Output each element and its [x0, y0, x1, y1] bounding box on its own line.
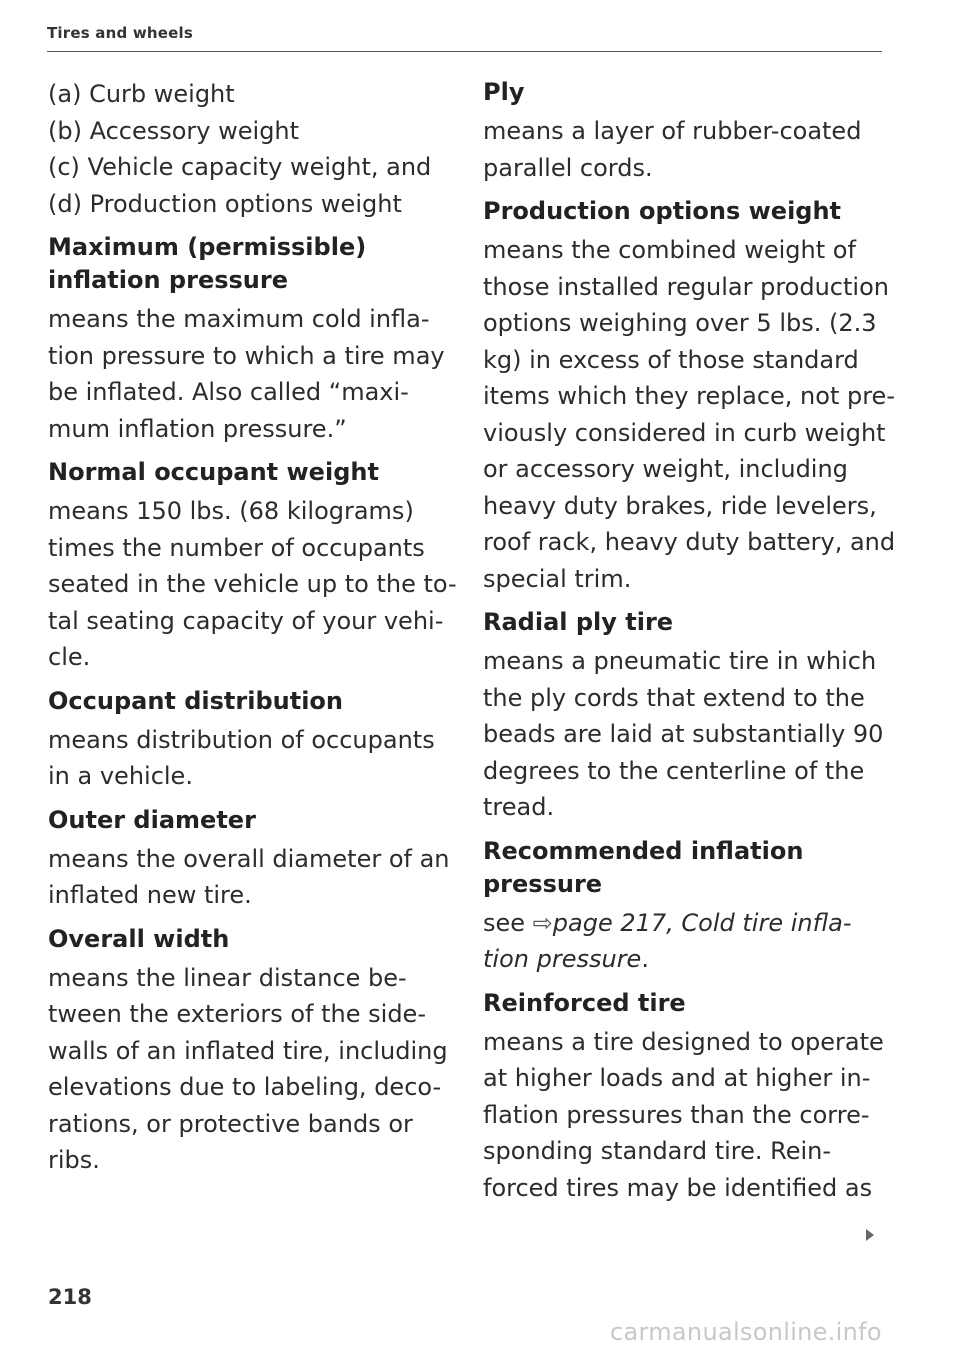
- entry-body: [483, 232, 896, 597]
- right-column: [483, 76, 896, 1212]
- body-line: at higher loads and at higher in-: [483, 1064, 871, 1092]
- entry-heading: Overall width: [48, 924, 230, 953]
- entry-heading: Radial ply tire: [483, 608, 674, 636]
- body-line: rations, or protective bands or: [48, 1109, 413, 1138]
- body-line: elevations due to labeling, deco-: [48, 1073, 442, 1101]
- body-line: the ply cords that extend to the: [483, 683, 865, 712]
- xref-suffix: .: [641, 945, 649, 973]
- body-line: those installed regular production: [483, 272, 889, 301]
- entry-body: [483, 1024, 893, 1207]
- entry-normal-occupant-weight: [48, 456, 457, 676]
- body-line: degrees to the centerline of the: [483, 756, 865, 785]
- entry-radial-ply-tire: [483, 606, 893, 826]
- page-number: 218: [48, 1285, 92, 1309]
- entry-heading: Reinforced tire: [483, 988, 686, 1017]
- body-line: times the number of occupants: [48, 533, 425, 562]
- entry-ply: [483, 76, 893, 186]
- entry-production-options-weight: [483, 195, 896, 597]
- body-line: forced tires may be identified as: [483, 1173, 873, 1202]
- entry-heading: Outer diameter: [48, 805, 256, 834]
- body-line: sponding standard tire. Rein-: [483, 1137, 832, 1165]
- list-item: (d) Production options weight: [48, 189, 402, 218]
- body-line: cle.: [48, 643, 91, 671]
- body-line: ribs.: [48, 1146, 100, 1174]
- entry-recommended-inflation-pressure: [483, 835, 893, 978]
- entry-maximum-inflation-pressure: [48, 231, 443, 447]
- left-column: [48, 76, 457, 1185]
- arrow-right-icon: ⇨: [532, 908, 553, 937]
- heading-line: inflation pressure: [48, 266, 288, 294]
- entry-body: [483, 113, 893, 186]
- entry-reinforced-tire: [483, 987, 893, 1207]
- triangle-right-icon: [866, 1229, 874, 1241]
- body-line: means a tire designed to operate: [483, 1027, 884, 1056]
- cross-reference-link[interactable]: tion pressure: [483, 945, 642, 973]
- heading-line: Maximum (permissible): [48, 233, 367, 261]
- entry-heading: [48, 231, 443, 297]
- body-line: or accessory weight, including: [483, 455, 848, 483]
- body-line: inflated new tire.: [48, 881, 252, 909]
- body-line: means the overall diameter of an: [48, 844, 450, 873]
- xref-line: [483, 905, 893, 942]
- body-line: roof rack, heavy duty battery, and: [483, 528, 896, 556]
- entry-body: [483, 905, 893, 978]
- body-line: viously considered in curb weight: [483, 418, 886, 447]
- list-item: (b) Accessory weight: [48, 116, 300, 145]
- body-line: tread.: [483, 793, 555, 821]
- body-line: in a vehicle.: [48, 762, 193, 790]
- heading-line: Recommended inflation: [483, 836, 804, 865]
- body-line: kg) in excess of those standard: [483, 345, 859, 374]
- body-line: be inflated. Also called “maxi-: [48, 378, 409, 406]
- body-line: beads are laid at substantially 90: [483, 720, 884, 748]
- entry-occupant-distribution: [48, 685, 443, 795]
- body-line: means a pneumatic tire in which: [483, 647, 877, 675]
- body-line: seated in the vehicle up to the to-: [48, 570, 457, 598]
- entry-heading: Ply: [483, 78, 525, 106]
- body-line: items which they replace, not pre-: [483, 382, 895, 410]
- entry-outer-diameter: [48, 804, 450, 914]
- list-item: (a) Curb weight: [48, 80, 235, 108]
- entry-overall-width: [48, 923, 448, 1179]
- entry-heading: [483, 835, 893, 901]
- body-line: tween the exteriors of the side-: [48, 1000, 426, 1028]
- running-header: Tires and wheels: [47, 24, 194, 42]
- body-line: special trim.: [483, 564, 632, 593]
- entry-body: [48, 841, 450, 914]
- body-line: walls of an inflated tire, including: [48, 1036, 448, 1065]
- entry-heading: Occupant distribution: [48, 686, 343, 715]
- body-line: heavy duty brakes, ride levelers,: [483, 491, 877, 520]
- entry-body: [48, 960, 448, 1179]
- body-line: means the maximum cold infla-: [48, 305, 430, 333]
- entry-body: [48, 493, 457, 676]
- body-line: tion pressure to which a tire may: [48, 341, 445, 370]
- entry-heading: Production options weight: [483, 197, 842, 225]
- body-line: means the linear distance be-: [48, 963, 407, 992]
- heading-line: pressure: [483, 869, 603, 898]
- cross-reference-link[interactable]: page 217, Cold tire infla-: [552, 908, 852, 937]
- entry-body: [48, 722, 443, 795]
- body-line: means distribution of occupants: [48, 725, 435, 754]
- body-line: parallel cords.: [483, 153, 653, 182]
- body-line: tal seating capacity of your vehi-: [48, 606, 444, 635]
- xref-line: [483, 941, 893, 978]
- entry-body: [483, 643, 893, 826]
- body-line: means a layer of rubber-coated: [483, 117, 862, 145]
- xref-prefix: see: [483, 908, 533, 937]
- entry-heading: Normal occupant weight: [48, 458, 379, 486]
- list-item: (c) Vehicle capacity weight, and: [48, 153, 432, 181]
- header-rule: [47, 51, 882, 52]
- body-line: flation pressures than the corre-: [483, 1100, 870, 1129]
- weight-list: [48, 76, 443, 222]
- body-line: means the combined weight of: [483, 236, 856, 264]
- entry-body: [48, 301, 443, 447]
- body-line: means 150 lbs. (68 kilograms): [48, 497, 414, 525]
- body-line: options weighing over 5 lbs. (2.3: [483, 309, 877, 337]
- watermark: carmanualsonline.info: [610, 1318, 882, 1346]
- body-line: mum inflation pressure.”: [48, 414, 347, 443]
